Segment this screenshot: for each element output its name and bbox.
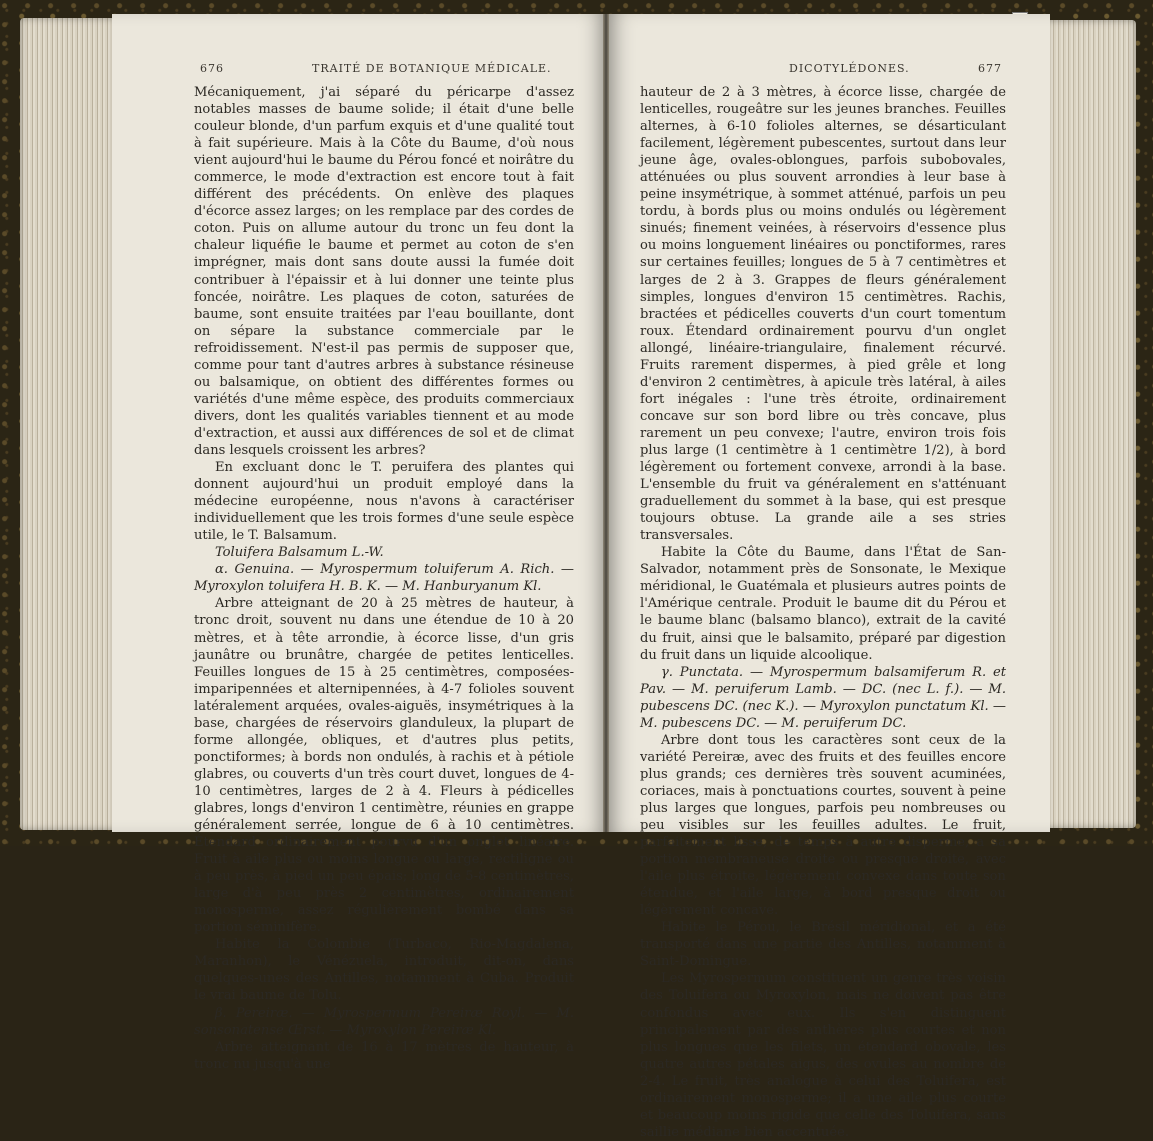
right-page-text [640,84,1006,1141]
left-paragraph: Mécaniquement, j'ai séparé du péricarpe d'assez notables masses de baume solide; il était d'une belle couleur blonde, d'un parfum exquis et d'une qualité tout à fait supérieure. Mais à la Côte du Baume, d'où nous vient aujourd'hui le baume du Pérou foncé et noirâtre du commerce, le mode d'extraction est encore tout à fait différent des précédents. On enlève des plaques d'écorce assez larges; on les remplace par des cordes de coton. Puis on allume autour du tronc un feu dont la chaleur liquéfie le baume et permet au coton de s'en imprégner, mais dont sans doute aussi la fumée doit contribuer à l'épaissir et à lui donner une teinte plus foncée, noirâtre. Les plaques de coton, saturées de baume, sont ensuite traitées par l'eau bouillante, dont on sépare la substance commerciale par le refroidissement. N'est-il pas permis de supposer que, comme pour tant d'autres arbres à substance résineuse ou balsamique, on obtient des différentes formes ou variétés d'une même espèce, des produits commerciaux divers, dont les qualités variables tiennent et au mode d'extraction, et aussi aux différences de sol et de climat dans lesquels croissent les arbres? [194,85,574,458]
right-paragraph: hauteur de 2 à 3 mètres, à écorce lisse, chargée de lenticelles, rougeâtre sur les jeunes branches. Feuilles alternes, à 6-10 folioles alternes, se désarticulant facilement, légèrement pubescentes, surtout dans leur jeune âge, ovales-oblongues, parfois subobovales, atténuées ou plus souvent arrondies à leur base à peine insymétrique, à sommet atténué, parfois un peu tordu, à bords plus ou moins ondulés ou légèrement sinués; finement veinées, à réservoirs d'essence plus ou moins longuement linéaires ou ponctiformes, rares sur certaines feuilles; longues de 5 à 7 centimètres et larges de 2 à 3. Grappes de fleurs généralement simples, longues d'environ 15 centimètres. Rachis, bractées et pédicelles couverts d'un court tomentum roux. Étendard ordinairement pourvu d'un onglet allongé, linéaire-triangulaire, finalement récurvé. Fruits rarement dispermes, à pied grêle et long d'environ 2 centimètres, à apicule très latéral, à ailes fort inégales : l'une très étroite, ordinairement concave sur son bord libre ou très concave, plus rarement un peu convexe; l'autre, environ trois fois plus large (1 centimètre à 1 centimètre 1/2), à bord légèrement ou fortement convexe, arrondi à la base. L'ensemble du fruit va généralement en s'atténuant graduellement du sommet à la base, qui est presque toujours obtuse. La grande aile a ses stries transversales. [640,85,1006,544]
right-paragraph: Habite le Pérou, le Brésil méridional, et a été transporté dans une partie des Antilles, notamment à Saint-Domingue. [640,920,1006,970]
right-paragraph: Les Myrospermum constituent un genre très voisin des Toluifera ou Myroxylon, mais ne doivent pas être confondus avec eux. Ils s'en distinguent principalement par des anthères plus courtes et non plus longues que les filets, un étendard obovale, les quatre autres pétales aigus, des ovules au nombre de 2-4. Le fruit, très analogue à celui des Toluifera, est ordinairement monosperme; il a une aile plus courte et beaucoup moins rigide que celle des Toluifera, sans saillie médiane bien accentuée. [640,971,1006,1140]
right-paragraph: Habite la Côte du Baume, dans l'État de San-Salvador, notamment près de Sonsonate, le Mexique méridional, le Guatémala et plusieurs autres points de l'Amérique centrale. Produit le baume dit du Pérou et le baume blanc (balsamo blanco), extrait de la cavité du fruit, ainsi que le balsamito, préparé par digestion du fruit dans un liquide alcoolique. [640,545,1006,663]
variety-beta-heading: β. Pereiræ. — Myrospermum Pereiræ Royl. — M. sonsonatense Œrst. — Myroxylon Pereiræ Kl. [194,1005,574,1038]
left-page-text [194,84,574,1073]
right-paragraph: Arbre dont tous les caractères sont ceux de la variété Pereiræ, avec des fruits et des feuilles encore plus grands; ces dernières très souvent acuminées, coriaces, mais à ponctuations courtes, souvent à peine plus larges que longues, parfois peu nombreuses ou peu visibles sur les feuilles adultes. Le fruit, parfaitement lisse, de temps à autre disperme, a sa portion membraneuse droite ou presque droite, avec l'aile plus étroite, légèrement convexe dans toute son étendue, et l'aile large, à bord presque droit ou légèrement concave. [640,732,1006,919]
book-gutter [603,14,609,832]
left-running-head: TRAITÉ DE BOTANIQUE MÉDICALE. [312,62,552,75]
right-page-number: 677 [978,62,1002,75]
left-paragraph: En excluant donc le T. peruifera des plantes qui donnent aujourd'hui un produit employé dans la médecine européenne, nous n'avons à caractériser individuellement que les trois formes d'une seule espèce utile, le T. Balsamum. [194,460,574,544]
page-stack-left [20,18,116,830]
variety-gamma-heading: γ. Punctata. — Myrospermum balsamiferum R. et Pav. — M. peruiferum Lamb. — DC. (nec L. f.). — M. pubescens DC. (nec K.). — Myroxylon punctatum Kl. — M. pubescens DC. — M. peruiferum DC. [640,664,1006,731]
left-page-number: 676 [200,62,224,75]
taxon-heading: Toluifera Balsamum L.-W. [214,545,384,561]
left-paragraph: Habite la Colombie (Turbaco, Rio-Magdalena, Maranhon), le Vénézuela, introduit, dit-on, dans quelques-unes des Antilles, notamment à Cuba. Produit le vrai baume de Tolu. [194,937,574,1004]
page-stack-right [1046,20,1136,828]
right-running-head: DICOTYLÉDONES. [789,62,910,75]
variety-alpha-heading: α. Genuina. — Myrospermum toluiferum A. Rich. — Myroxylon toluifera H. B. K. — M. Hanburyanum Kl. [194,562,574,595]
left-paragraph: Arbre atteignant de 16 à 17 mètres de hauteur, à tronc nu jusqu'à une [194,1039,574,1072]
left-paragraph: Arbre atteignant de 20 à 25 mètres de hauteur, à tronc droit, souvent nu dans une étendue de 10 à 20 mètres, et à tête arrondie, à écorce lisse, d'un gris jaunâtre ou brunâtre, chargée de petites lenticelles. Feuilles longues de 15 à 25 centimètres, composées-imparipennées et alternipennées, à 4-7 folioles souvent latéralement arquées, ovales-aiguës, insymétriques à la base, chargées de réservoirs glanduleux, la plupart de forme allongée, obliques, et d'autres plus petits, ponctiformes; à bords non ondulés, à rachis et à pétiole glabres, ou couverts d'un très court duvet, longues de 4-10 centimètres, larges de 2 à 4. Fleurs à pédicelles glabres, longs d'environ 1 centimètre, réunies en grappe généralement serrée, longue de 6 à 10 centimètres. Étendard ordinairement pourvu d'un onglet linéaire. Fruit à aile plus ou moins longue ou large, rectiligne ou à peu près, à pied un peu épais; long de 5-8 centimètres, large d'à peu près 2 centimètres, ordinairement monosperme, assez régulièrement bombé dans sa portion séminifère. [194,596,574,936]
